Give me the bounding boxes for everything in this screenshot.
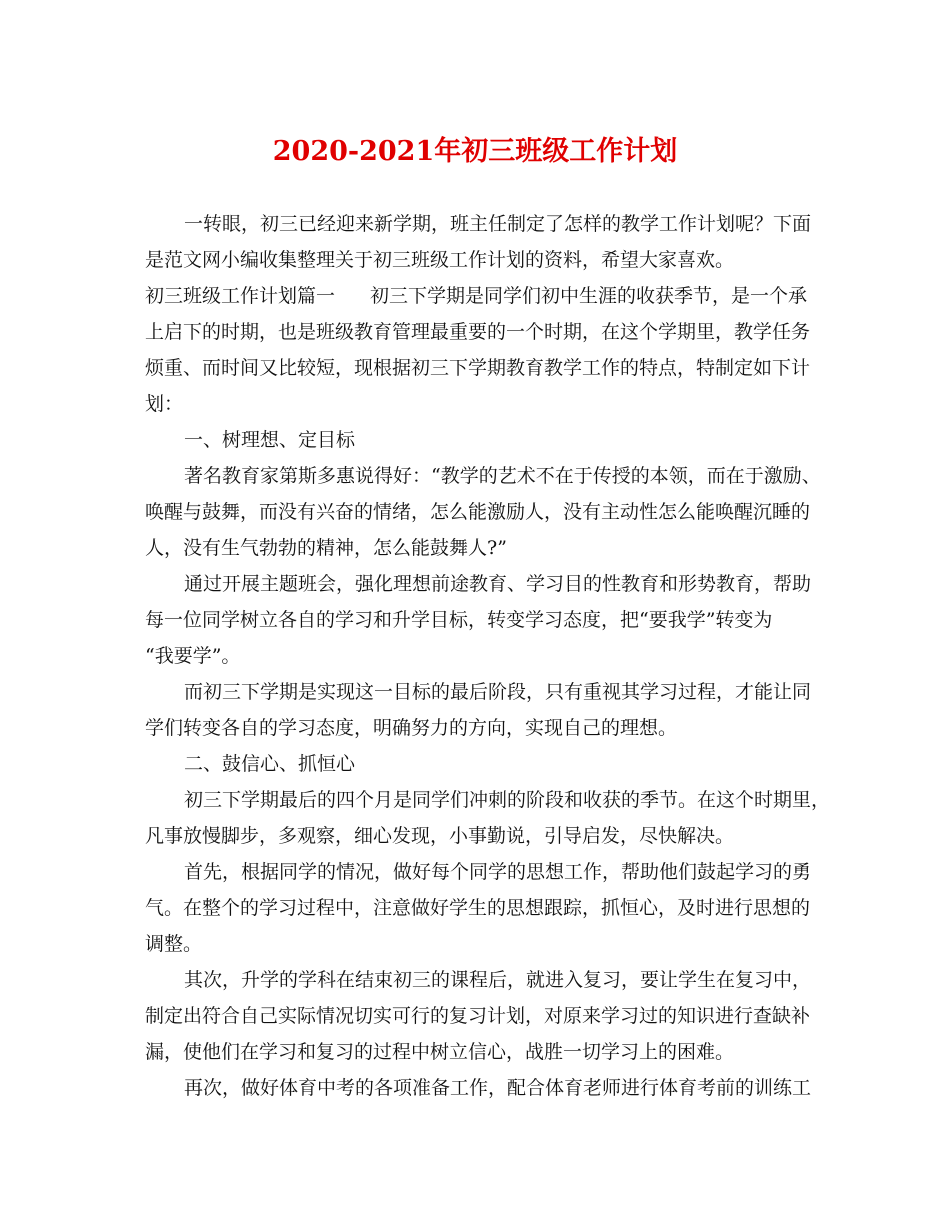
paragraph-line [0,672,950,712]
section-heading-line [0,744,950,784]
line-text: 著名教育家第斯多惠说得好：“教学的艺术不在于传授的本领，而在于激励、 [184,465,821,487]
paragraph-line [0,816,950,856]
paragraph-line [0,204,950,244]
line-text: 再次，做好体育中考的各项准备工作，配合体育老师进行体育考前的训练工 [184,1077,812,1099]
paragraph-line [0,564,950,604]
line-text: 人，没有生气勃勃的精神，怎么能鼓舞人?” [145,537,507,559]
line-text: 每一位同学树立各自的学习和升学目标，转变学习态度，把“要我学”转变为 [145,609,773,631]
section-heading: 初三班级工作计划篇一 [145,285,336,307]
line-text: 气。在整个的学习过程中，注意做好学生的思想跟踪，抓恒心，及时进行思想的 [145,897,811,919]
line-text: 烦重、而时间又比较短，现根据初三下学期教育教学工作的特点，特制定如下计 [145,357,811,379]
paragraph-line [0,708,950,748]
section-heading-line [0,420,950,460]
paragraph-line [0,780,950,820]
paragraph-line [0,852,950,892]
line-text: 首先，根据同学的情况，做好每个同学的思想工作，帮助他们鼓起学习的勇 [184,861,812,883]
section-heading: 一、树理想、定目标 [184,429,356,451]
line-text: 上启下的时期，也是班级教育管理最重要的一个时期，在这个学期里，教学任务 [145,321,811,343]
line-text: 制定出符合自己实际情况切实可行的复习计划，对原来学习过的知识进行查缺补 [145,1005,811,1027]
line-text: 其次，升学的学科在结束初三的课程后，就进入复习，要让学生在复习中， [184,969,812,991]
paragraph-line [0,528,950,568]
paragraph-line [0,888,950,928]
line-text: “我要学”。 [145,645,241,667]
paragraph-line [0,1032,950,1072]
paragraph-line [0,240,950,280]
line-text: 通过开展主题班会，强化理想前途教育、学习目的性教育和形势教育，帮助 [184,573,812,595]
line-text: 是范文网小编收集整理关于初三班级工作计划的资料，希望大家喜欢。 [145,249,735,271]
line-text: 学们转变各自的学习态度，明确努力的方向，实现自己的理想。 [145,717,678,739]
paragraph-line [0,456,950,496]
paragraph-line [0,996,950,1036]
paragraph-line [0,276,950,316]
paragraph-line [0,960,950,1000]
line-text: 划： [145,393,184,415]
paragraph-line [0,312,950,352]
line-text: 初三下学期是同学们初中生涯的收获季节，是一个承 [370,285,808,307]
paragraph-line [0,384,950,424]
line-text: 初三下学期最后的四个月是同学们冲刺的阶段和收获的季节。在这个时期里， [184,789,831,811]
paragraph-line [0,492,950,532]
paragraph-line [0,924,950,964]
line-text: 调整。 [145,933,203,955]
line-text: 一转眼，初三已经迎来新学期，班主任制定了怎样的教学工作计划呢？下面 [184,213,812,235]
paragraph-line [0,1068,950,1108]
line-text: 漏，使他们在学习和复习的过程中树立信心，战胜一切学习上的困难。 [145,1041,735,1063]
line-text: 凡事放慢脚步，多观察，细心发现，小事勤说，引导启发，尽快解决。 [145,825,735,847]
section-heading: 二、鼓信心、抓恒心 [184,753,356,775]
line-text: 而初三下学期是实现这一目标的最后阶段，只有重视其学习过程，才能让同 [184,681,812,703]
paragraph-line [0,348,950,388]
paragraph-line [0,636,950,676]
document-title: 2020-2021年初三班级工作计划 [272,136,678,167]
paragraph-line [0,600,950,640]
line-text: 唤醒与鼓舞，而没有兴奋的情绪，怎么能激励人，没有主动性怎么能唤醒沉睡的 [145,501,811,523]
